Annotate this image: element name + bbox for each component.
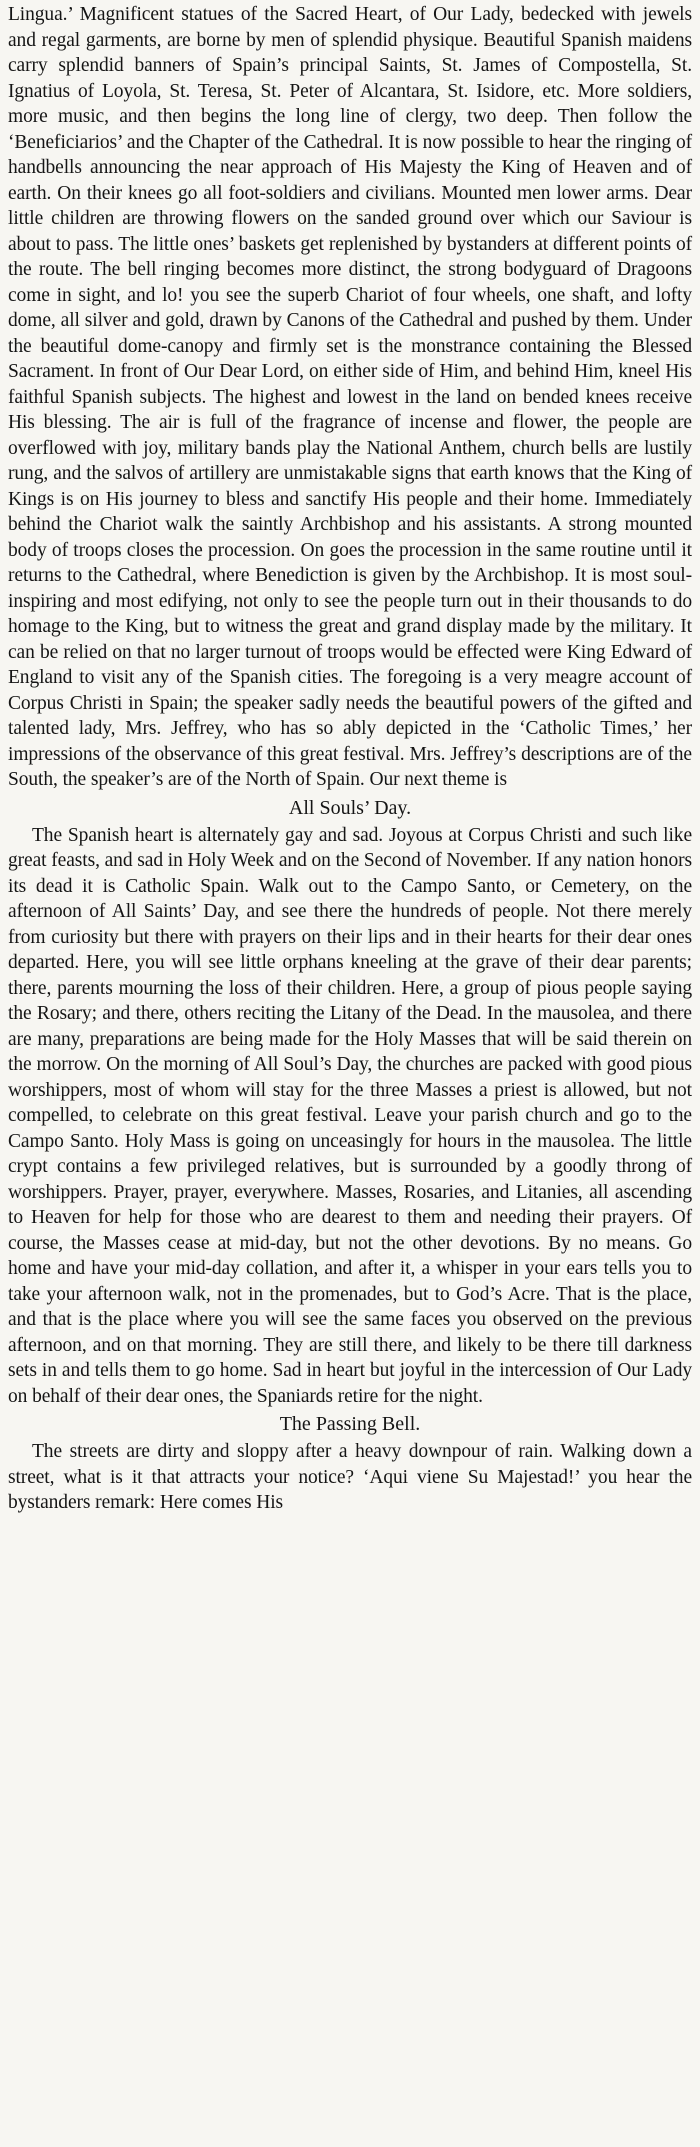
section-heading-passing-bell: The Passing Bell. xyxy=(279,1413,421,1435)
article-paragraph: The Spanish heart is alternately gay and sad. Joyous at Corpus Christi and such like great feasts, and sad in Holy Week and on the Second of November. If any nation honors its dead it is Catholic Spain. Walk out to the Campo Santo, or Cemetery, on the afternoon of All Saints’ Day, and see there the hundreds of people. Not there merely from curiosity but there with prayers on their lips and in their hearts for their dear ones departed. Here, you will see little orphans kneeling at the grave of their dear parents; there, parents mourning the loss of their children. Here, a group of pious people saying the Rosary; and there, others reciting the Litany of the Dead. In the mausolea, and there are many, preparations are being made for the Holy Masses that will be said therein on the morrow. On the morning of All Soul’s Day, the churches are packed with good pious worshippers, most of whom will stay for the three Masses a priest is allowed, but not compelled, to celebrate on this great festival. Leave your parish church and go to the Campo Santo. Holy Mass is going on unceasingly for hours in the mausolea. The little crypt contains a few privileged relatives, but is surrounded by a goodly throng of worshippers. Prayer, prayer, everywhere. Masses, Rosaries, and Litanies, all ascending to Heaven for help for those who are dearest to them and needing their prayers. Of course, the Masses cease at mid-day, but not the other devotions. By no means. Go home and have your mid-day collation, and after it, a whisper in your ears tells you to take your afternoon walk, not in the promenades, but to God’s Acre. That is the place, and that is the place where you will see the same faces you observed on the previous afternoon, and on that morning. They are still there, and likely to be there till darkness sets in and tells them to go home. Sad in heart but joyful in the intercession of Our Lady on behalf of their dear ones, the Spaniards retire for the night. xyxy=(8,824,692,1407)
article-paragraph: The streets are dirty and sloppy after a heavy downpour of rain. Walking down a street, what is it that attracts your notice? ‘Aqui viene Su Majestad!’ you hear the bystanders remark: Here comes His xyxy=(8,1441,692,1513)
article-paragraph: Lingua.’ Magnificent statues of the Sacred Heart, of Our Lady, bedecked with jewels and regal garments, are borne by men of splendid physique. Beautiful Spanish maidens carry splendid banners of Spain’s principal Saints, St. James of Compostella, St. Ignatius of Loyola, St. Teresa, St. Peter of Alcantara, St. Isidore, etc. More soldiers, more music, and then begins the long line of clergy, two deep. Then follow the ‘Beneficiarios’ and the Chapter of the Cathedral. It is now possible to hear the ringing of handbells announcing the near approach of His Majesty the King of Heaven and of earth. On their knees go all foot-soldiers and civilians. Mounted men lower arms. Dear little children are throwing flowers on the sanded ground over which our Saviour is about to pass. The little ones’ baskets get replenished by bystanders at different points of the route. The bell ringing becomes more distinct, the strong bodyguard of Dragoons come in sight, and lo! you see the superb Chariot of four wheels, one shaft, and lofty dome, all silver and gold, drawn by Canons of the Cathedral and pushed by them. Under the beautiful dome-canopy and firmly set is the monstrance containing the Blessed Sacrament. In front of Our Dear Lord, on either side of Him, and behind Him, kneel His faithful Spanish subjects. The highest and lowest in the land on bended knees receive His blessing. The air is full of the fragrance of incense and flower, the people are overflowed with joy, military bands play the National Anthem, church bells are lustily rung, and the salvos of artillery are unmistakable signs that earth knows that the King of Kings is on His journey to bless and sanctify His people and their home. Immediately behind the Chariot walk the saintly Archbishop and his assistants. A strong mounted body of troops closes the procession. On goes the procession in the same routine until it returns to the Cathedral, where Benediction is given by the Archbishop. It is most soul-inspiring and most edifying, not only to see the people turn out in their thousands to do homage to the King, but to witness the great and grand display made by the military. It can be relied on that no larger turnout of troops would be effected were King Edward of England to visit any of the Spanish cities. The foregoing is a very meagre account of Corpus Christi in Spain; the speaker sadly needs the beautiful powers of the gifted and talented lady, Mrs. Jeffrey, who has so ably depicted in the ‘Catholic Times,’ her impressions of the observance of this great festival. Mrs. Jeffrey’s descriptions are of the South, the speaker’s are of the North of Spain. Our next theme is xyxy=(8,4,692,790)
section-heading-all-souls: All Souls’ Day. xyxy=(288,796,412,819)
